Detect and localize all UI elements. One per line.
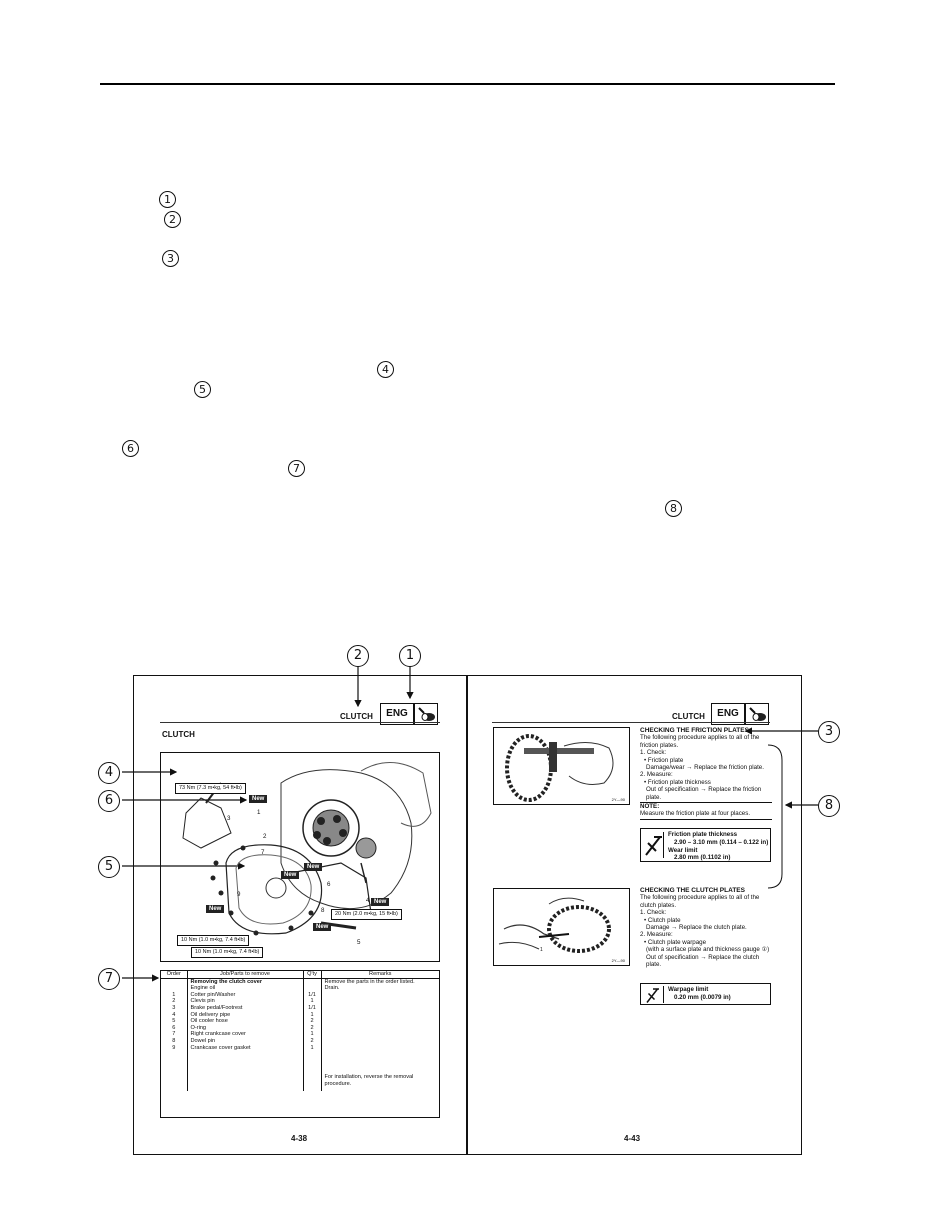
cell: 1/1 bbox=[303, 1005, 321, 1012]
text-line: 2. Measure: bbox=[640, 931, 673, 939]
cell: Right crankcase cover bbox=[187, 1031, 303, 1038]
cell bbox=[321, 1018, 439, 1025]
figure-callout-4: 4 bbox=[98, 762, 120, 784]
left-page-number: 4-38 bbox=[291, 1134, 308, 1143]
figure-callout-2: 2 bbox=[347, 645, 369, 667]
callout-7: 7 bbox=[288, 460, 305, 477]
note-title: NOTE: bbox=[640, 802, 772, 810]
text-line: • Clutch plate warpage bbox=[644, 938, 707, 946]
cell: Remove the parts in the order listed. bbox=[324, 978, 415, 985]
cell: 2 bbox=[303, 1018, 321, 1025]
table-row bbox=[161, 1038, 439, 1045]
callout-1: 1 bbox=[159, 191, 176, 208]
figure-callout-5: 5 bbox=[98, 856, 120, 878]
text-line: Out of specification → Replace the friction bbox=[646, 786, 762, 794]
exploded-diagram bbox=[160, 752, 440, 962]
left-header-rule bbox=[160, 722, 440, 723]
cell: 1 bbox=[303, 1045, 321, 1052]
text-line: Damage/wear → Replace the friction plate. bbox=[646, 764, 764, 772]
right-eng-box: ENG bbox=[711, 703, 745, 725]
cell bbox=[321, 1038, 439, 1045]
parts-table-box bbox=[160, 970, 440, 1118]
cell: Crankcase cover gasket bbox=[187, 1045, 303, 1052]
warpage-spec-box bbox=[640, 983, 771, 1005]
cell: Dowel pin bbox=[187, 1038, 303, 1045]
friction-section-title: CHECKING THE FRICTION PLATES bbox=[640, 727, 749, 734]
note-text: Measure the friction plate at four places. bbox=[640, 810, 772, 819]
cell: 1 bbox=[161, 992, 187, 999]
clutch-plate-photo bbox=[493, 888, 630, 966]
figure-callout-8: 8 bbox=[818, 795, 840, 817]
diagram-num-7: 7 bbox=[261, 849, 265, 856]
torque-label-3: 10 Nm (1.0 m•kg, 7.4 ft•lb) bbox=[177, 935, 249, 946]
cell: 2 bbox=[303, 1025, 321, 1032]
cell: 1/1 bbox=[303, 992, 321, 999]
text-line: • Clutch plate bbox=[644, 916, 681, 924]
table-row bbox=[161, 998, 439, 1005]
right-header-title: CLUTCH bbox=[672, 712, 705, 721]
cell: 9 bbox=[161, 1045, 187, 1052]
new-tag-6: New bbox=[313, 923, 331, 931]
cell bbox=[321, 992, 439, 999]
diagram-num-4: 4 bbox=[366, 897, 370, 904]
diagram-num-8: 8 bbox=[321, 907, 325, 914]
callout-5: 5 bbox=[194, 381, 211, 398]
col-job: Job/Parts to remove bbox=[187, 971, 303, 978]
text-line: friction plates. bbox=[640, 741, 679, 749]
caliper-icon bbox=[644, 986, 662, 1004]
cell bbox=[321, 1045, 439, 1052]
table-row bbox=[161, 1025, 439, 1032]
caliper-measurement-image bbox=[494, 728, 629, 804]
cell: O-ring bbox=[187, 1025, 303, 1032]
cell: 2 bbox=[161, 998, 187, 1005]
diagram-num-6: 6 bbox=[327, 881, 331, 888]
new-tag-2: New bbox=[304, 863, 322, 871]
cell bbox=[321, 1025, 439, 1032]
cell bbox=[161, 978, 187, 985]
text-line: (with a surface plate and thickness gauge ①) bbox=[646, 946, 770, 954]
cell: 5 bbox=[161, 1018, 187, 1025]
cell: Removing the clutch cover bbox=[187, 978, 303, 985]
cell: Clevis pin bbox=[187, 998, 303, 1005]
left-eng-box: ENG bbox=[380, 703, 414, 725]
spec-line: 2.90 – 3.10 mm (0.114 – 0.122 in) bbox=[674, 839, 769, 846]
caliper-icon bbox=[644, 833, 664, 857]
friction-section bbox=[640, 727, 772, 820]
callout-4: 4 bbox=[377, 361, 394, 378]
cell bbox=[321, 1031, 439, 1038]
cell: Cotter pin/Washer bbox=[187, 992, 303, 999]
diagram-num-2: 2 bbox=[263, 833, 267, 840]
cell: 2 bbox=[303, 1038, 321, 1045]
torque-label-4: 10 Nm (1.0 m•kg, 7.4 ft•lb) bbox=[191, 947, 263, 958]
gauge-callout: 1 bbox=[540, 947, 543, 953]
photo2-code: 2Y—90 bbox=[611, 958, 625, 963]
cell: Engine oil bbox=[187, 985, 303, 992]
engine-icon bbox=[415, 704, 437, 724]
table-row bbox=[161, 1051, 439, 1091]
cell: 8 bbox=[161, 1038, 187, 1045]
cell: Drain. bbox=[324, 985, 340, 992]
new-tag-5: New bbox=[371, 898, 389, 906]
callout-2: 2 bbox=[164, 211, 181, 228]
cell: 7 bbox=[161, 1031, 187, 1038]
cell bbox=[321, 1012, 439, 1019]
text-line: 1. Check: bbox=[640, 909, 667, 917]
cell bbox=[321, 998, 439, 1005]
table-row bbox=[161, 1005, 439, 1012]
photo1-code: 2Y—90 bbox=[611, 797, 625, 802]
table-row bbox=[161, 985, 439, 992]
diagram-num-9: 9 bbox=[237, 891, 241, 898]
diagram-num-5: 5 bbox=[357, 939, 361, 946]
table-row bbox=[161, 1012, 439, 1019]
text-line: The following procedure applies to all of the bbox=[640, 734, 760, 742]
cell: Brake pedal/Footrest bbox=[187, 1005, 303, 1012]
text-line: plate. bbox=[646, 793, 662, 801]
cell: 1 bbox=[303, 1031, 321, 1038]
text-line: Out of specification → Replace the clutch bbox=[646, 953, 760, 961]
installation-note: For installation, reverse the removal procedure. bbox=[324, 1073, 414, 1087]
clutch-plates-section-title: CHECKING THE CLUTCH PLATES bbox=[640, 887, 745, 894]
figure-callout-1: 1 bbox=[399, 645, 421, 667]
text-line: 2. Measure: bbox=[640, 771, 673, 779]
torque-label-1: 73 Nm (7.3 m•kg, 54 ft•lb) bbox=[175, 783, 246, 794]
new-tag-3: New bbox=[281, 871, 299, 879]
table-row bbox=[161, 1045, 439, 1052]
cell bbox=[161, 985, 187, 992]
cell: Oil cooler hose bbox=[187, 1018, 303, 1025]
page-divider bbox=[466, 675, 468, 1155]
table-row bbox=[161, 1031, 439, 1038]
cell: Oil delivery pipe bbox=[187, 1012, 303, 1019]
callout-3: 3 bbox=[162, 250, 179, 267]
cell: 1 bbox=[303, 1012, 321, 1019]
friction-plate-photo bbox=[493, 727, 630, 805]
spec-line: 2.80 mm (0.1102 in) bbox=[674, 854, 731, 861]
diagram-num-3: 3 bbox=[227, 815, 231, 822]
cell bbox=[303, 985, 321, 992]
text-line: The following procedure applies to all of the bbox=[640, 894, 760, 902]
spec-line: Wear limit bbox=[668, 847, 698, 854]
new-tag-1: New bbox=[249, 795, 267, 803]
spec-line: Friction plate thickness bbox=[668, 831, 738, 838]
clutch-plates-section bbox=[640, 887, 772, 968]
text-line: plate. bbox=[646, 961, 662, 969]
cell bbox=[321, 1005, 439, 1012]
text-line: • Friction plate thickness bbox=[644, 778, 711, 786]
text-line: Damage → Replace the clutch plate. bbox=[646, 924, 747, 932]
spec-line: Warpage limit bbox=[668, 986, 709, 993]
figure-callout-7: 7 bbox=[98, 968, 120, 990]
cell bbox=[303, 978, 321, 985]
col-order: Order bbox=[161, 971, 187, 978]
cell: 4 bbox=[161, 1012, 187, 1019]
torque-label-2: 20 Nm (2.0 m•kg, 15 ft•lb) bbox=[331, 909, 402, 920]
col-qty: Q'ty bbox=[303, 971, 321, 978]
left-header-title: CLUTCH bbox=[340, 712, 373, 721]
right-page-number: 4-43 bbox=[624, 1134, 641, 1143]
callout-6: 6 bbox=[122, 440, 139, 457]
table-row bbox=[161, 992, 439, 999]
text-line: 1. Check: bbox=[640, 749, 667, 757]
figure-callout-3: 3 bbox=[818, 721, 840, 743]
cell: 3 bbox=[161, 1005, 187, 1012]
spec-line: 0.20 mm (0.0079 in) bbox=[674, 994, 731, 1001]
friction-spec-box bbox=[640, 828, 771, 862]
warpage-measurement-image bbox=[494, 889, 629, 965]
parts-table bbox=[161, 971, 439, 1091]
diagram-num-1: 1 bbox=[257, 809, 261, 816]
right-header-rule bbox=[492, 722, 770, 723]
callout-8: 8 bbox=[665, 500, 682, 517]
engine-icon bbox=[746, 704, 768, 724]
new-tag-4: New bbox=[206, 905, 224, 913]
table-row bbox=[161, 1018, 439, 1025]
col-remarks: Remarks bbox=[321, 971, 439, 978]
left-section-title: CLUTCH bbox=[162, 730, 195, 739]
figure-callout-6: 6 bbox=[98, 790, 120, 812]
text-line: clutch plates. bbox=[640, 901, 677, 909]
text-line: • Friction plate bbox=[644, 756, 684, 764]
cell: 1 bbox=[303, 998, 321, 1005]
cell: 6 bbox=[161, 1025, 187, 1032]
table-row bbox=[161, 978, 439, 985]
